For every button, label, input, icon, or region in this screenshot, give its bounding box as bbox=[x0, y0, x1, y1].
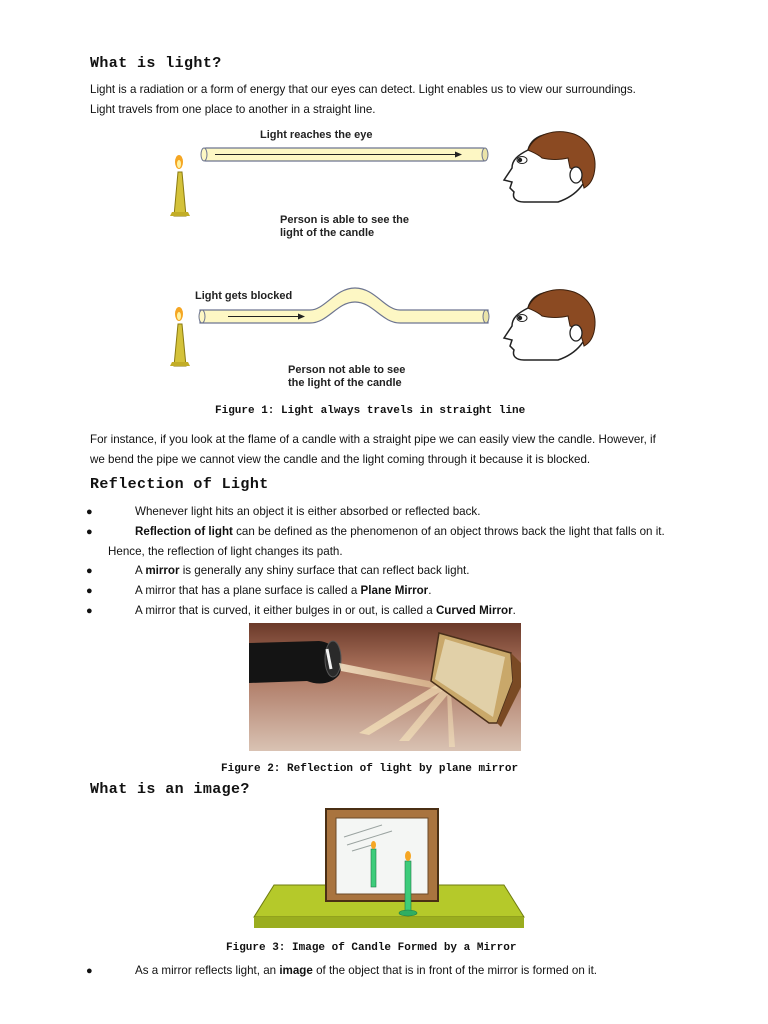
heading-what-is-light: What is light? bbox=[90, 55, 222, 72]
paragraph-pipe-example bbox=[90, 430, 690, 470]
list-item-text-rest: can be defined as the phenomenon of an object throws back the light that falls on it. Hence, the reflection of light changes its path. bbox=[108, 525, 665, 558]
paragraph-line: we bend the pipe we cannot view the candle and the light coming through it because it is blocked. bbox=[90, 453, 591, 466]
label-light-gets-blocked: Light gets blocked bbox=[195, 290, 293, 302]
figure3-caption: Figure 3: Image of Candle Formed by a Mirror bbox=[226, 942, 517, 954]
figure1-caption: Figure 1: Light always travels in straight line bbox=[215, 405, 526, 417]
paragraph-light-definition bbox=[90, 80, 690, 120]
bold-term: Plane Mirror bbox=[360, 584, 429, 597]
straight-pipe bbox=[201, 148, 488, 161]
bullet-icon: ● bbox=[86, 585, 93, 597]
text-part: is generally any shiny surface that can reflect back light. bbox=[179, 564, 470, 577]
bullet-icon: ● bbox=[86, 965, 93, 977]
list-item-text bbox=[135, 961, 597, 981]
list-item-text bbox=[135, 601, 516, 621]
bold-term: mirror bbox=[145, 564, 180, 577]
person-head-icon bbox=[504, 290, 595, 360]
person-head-icon bbox=[504, 132, 595, 202]
paragraph-line: Light is a radiation or a form of energy that our eyes can detect. Light enables us to view our surroundings. bbox=[90, 83, 636, 96]
heading-reflection-of-light: Reflection of Light bbox=[90, 476, 269, 493]
bullet-icon: ● bbox=[86, 605, 93, 617]
bullet-icon: ● bbox=[86, 526, 93, 538]
text-part: As a mirror reflects light, an bbox=[135, 964, 280, 977]
text-part: A mirror that has a plane surface is called a bbox=[135, 584, 361, 597]
text-part: A bbox=[135, 564, 146, 577]
text-part: . bbox=[512, 604, 516, 617]
flashlight-icon bbox=[249, 641, 341, 683]
candle-icon bbox=[170, 155, 190, 216]
mirror-frame-icon bbox=[326, 809, 438, 901]
candle-icon bbox=[170, 307, 190, 366]
label-person-sees-line1: Person is able to see the bbox=[280, 214, 409, 226]
paragraph-line: Light travels from one place to another in a straight line. bbox=[90, 103, 376, 116]
label-person-not-see-line2: the light of the candle bbox=[288, 377, 402, 389]
list-item-text bbox=[135, 581, 431, 601]
paragraph-line: For instance, if you look at the flame of a candle with a straight pipe we can easily view the candle. However, if bbox=[90, 433, 656, 446]
heading-what-is-an-image: What is an image? bbox=[90, 781, 250, 798]
figure-candle-mirror bbox=[252, 805, 528, 930]
label-light-reaches-eye: Light reaches the eye bbox=[260, 129, 373, 141]
figure-light-gets-blocked bbox=[160, 280, 610, 395]
bullet-icon: ● bbox=[86, 565, 93, 577]
list-item-text: Whenever light hits an object it is either absorbed or reflected back. bbox=[135, 505, 481, 518]
list-item-text bbox=[108, 522, 690, 562]
list-item-text bbox=[135, 561, 469, 581]
bold-term: Reflection of light bbox=[135, 525, 233, 538]
figure-light-reaches-eye bbox=[160, 120, 610, 245]
figure-plane-mirror-photo bbox=[249, 623, 521, 751]
label-person-not-see-line1: Person not able to see bbox=[288, 364, 406, 376]
figure2-caption: Figure 2: Reflection of light by plane mirror bbox=[221, 763, 519, 775]
bold-term: image bbox=[279, 964, 313, 977]
bullet-icon: ● bbox=[86, 506, 93, 518]
bold-term: Curved Mirror bbox=[435, 604, 513, 617]
text-part: A mirror that is curved, it either bulges in or out, is called a bbox=[135, 604, 436, 617]
text-part: of the object that is in front of the mirror is formed on it. bbox=[312, 964, 598, 977]
text-part: . bbox=[428, 584, 432, 597]
label-person-sees-line2: light of the candle bbox=[280, 227, 375, 239]
